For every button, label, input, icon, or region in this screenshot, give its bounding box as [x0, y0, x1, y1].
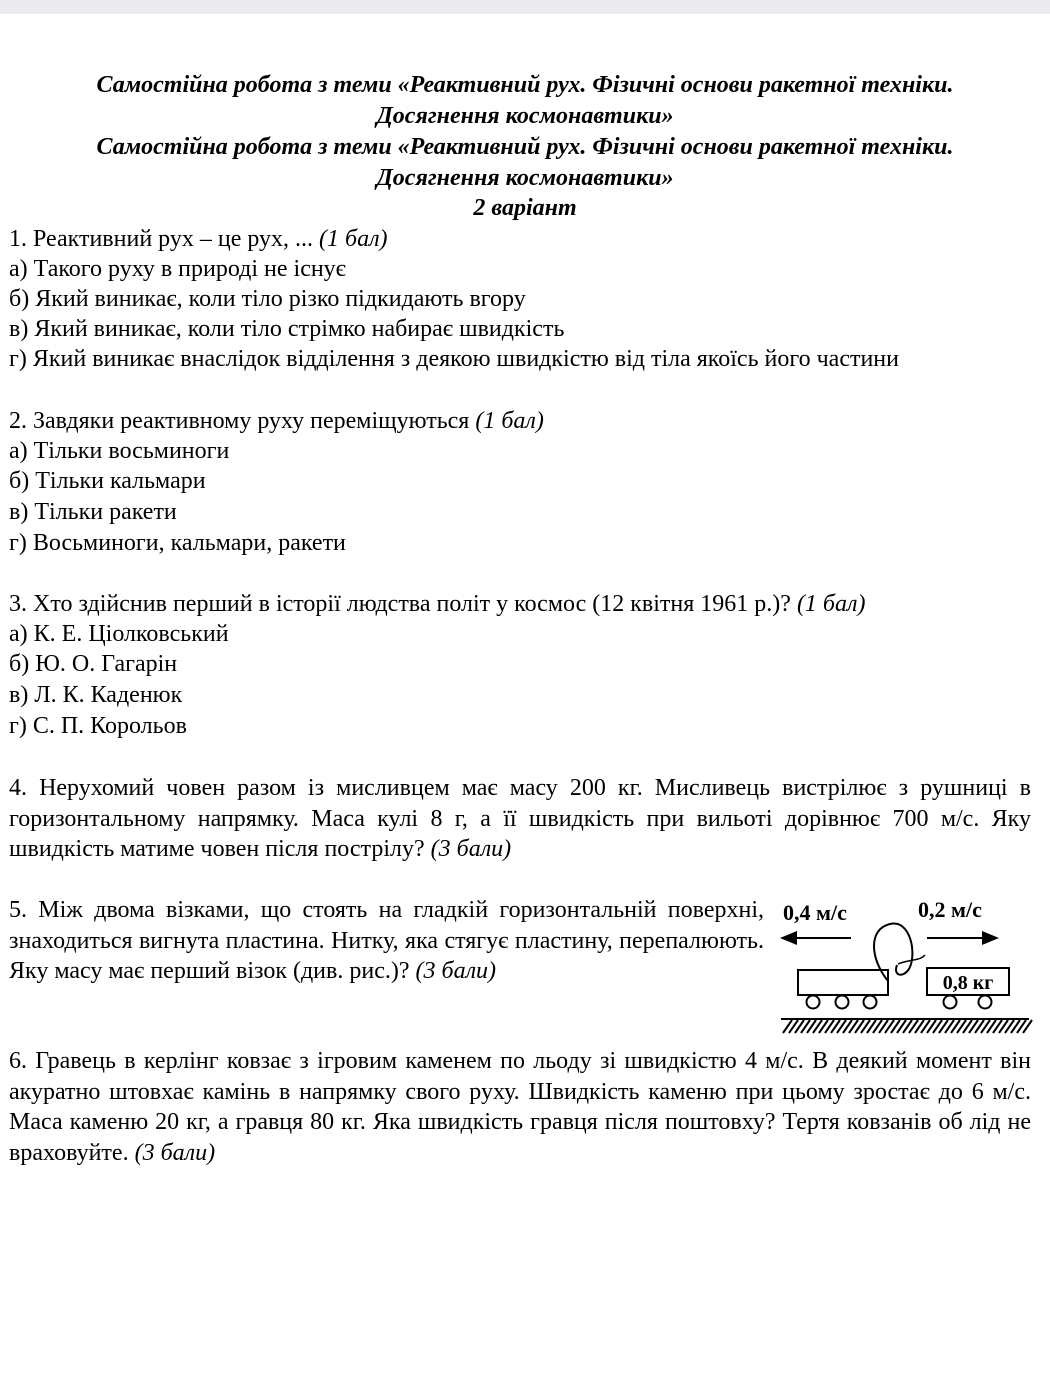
- question-4-points: (3 бали): [430, 836, 512, 862]
- question-6: [9, 1046, 1031, 1168]
- question-1-text: 1. Реактивний рух – це рух, ...: [9, 226, 320, 252]
- q1-option-a: а) Такого руху в природі не існує: [9, 256, 346, 282]
- right-mass-label: 0,8 кг: [942, 972, 994, 994]
- question-4: [9, 773, 1031, 865]
- q2-option-c: в) Тільки ракети: [9, 499, 177, 525]
- q3-option-d: г) С. П. Корольов: [9, 713, 187, 739]
- q1-option-c: в) Який виникає, коли тіло стрімко набирає швидкість: [9, 316, 565, 342]
- q3-option-c: в) Л. К. Каденюк: [9, 682, 183, 708]
- q2-option-a: а) Тільки восьминоги: [9, 438, 230, 464]
- question-4-text: 4. Нерухомий човен разом із мисливцем має масу 200 кг. Мисливець вистрілює з рушниці в горизонтальному напрямку. Маса кулі 8 г, а її швидкість при вильоті дорівнює 700 м/с. Яку швидкість матиме човен після пострілу?: [9, 775, 1031, 862]
- left-arrow-icon: [780, 931, 851, 945]
- title-line-1: Самостійна робота з теми «Реактивний рух. Фізичні основи ракетної техніки.: [96, 72, 954, 98]
- question-2-text: 2. Завдяки реактивному руху переміщуються: [9, 408, 476, 434]
- q2-option-d: г) Восьминоги, кальмари, ракети: [9, 530, 346, 556]
- title-line-3: Самостійна робота з теми «Реактивний рух. Фізичні основи ракетної техніки.: [96, 134, 954, 160]
- q3-option-b: б) Ю. О. Гагарін: [9, 651, 178, 677]
- question-3-text: 3. Хто здійснив перший в історії людства політ у космос (12 квітня 1961 р.)?: [9, 591, 797, 617]
- q1-option-b: б) Який виникає, коли тіло різко підкидають вгору: [9, 286, 526, 312]
- ground: [781, 1019, 1032, 1033]
- question-3-points: (1 бал): [796, 591, 866, 617]
- left-velocity-label: 0,4 м/с: [783, 900, 847, 925]
- title-line-2: Досягнення космонавтики»: [376, 103, 674, 129]
- q3-option-a: а) К. Е. Ціолковський: [9, 621, 229, 647]
- q2-option-b: б) Тільки кальмари: [9, 468, 206, 494]
- question-3: [9, 589, 865, 619]
- left-cart: [798, 970, 888, 1009]
- question-6-text: 6. Гравець в керлінг ковзає з ігровим каменем по льоду зі швидкістю 4 м/с. В деякий момент він акуратно штовхає камінь в напрямку свого руху. Швидкість каменю при цьому зростає до 6 м/с. Маса каменю 20 кг, а гравця 80 кг. Яка швидкість гравця після поштовху? Тертя ковзанів об лід не враховуйте.: [9, 1048, 1031, 1166]
- variant-label: 2 варіант: [473, 195, 577, 221]
- question-5-points: (3 бали): [415, 958, 497, 984]
- question-5-text: 5. Між двома візками, що стоять на гладкій горизонтальній поверхні, знаходиться вигнута пластина. Нитку, яка стягує пластину, перепалюють. Яку масу має перший візок (див. рис.)?: [9, 897, 764, 984]
- title-line-4: Досягнення космонавтики»: [376, 165, 674, 191]
- right-velocity-label: 0,2 м/с: [918, 897, 982, 922]
- right-cart: [927, 968, 1009, 1009]
- question-2: [9, 406, 544, 436]
- question-1: [9, 224, 388, 254]
- viewer-top-bar: [0, 0, 1050, 14]
- question-6-points: (3 бали): [134, 1139, 216, 1166]
- carts-figure: [775, 893, 1035, 1045]
- question-5: [9, 895, 764, 987]
- right-arrow-icon: [927, 931, 999, 945]
- question-2-points: (1 бал): [475, 408, 544, 434]
- q1-option-d: г) Який виникає внаслідок відділення з деякою швидкістю від тіла якоїсь його частини: [9, 346, 899, 372]
- question-1-points: (1 бал): [319, 226, 388, 252]
